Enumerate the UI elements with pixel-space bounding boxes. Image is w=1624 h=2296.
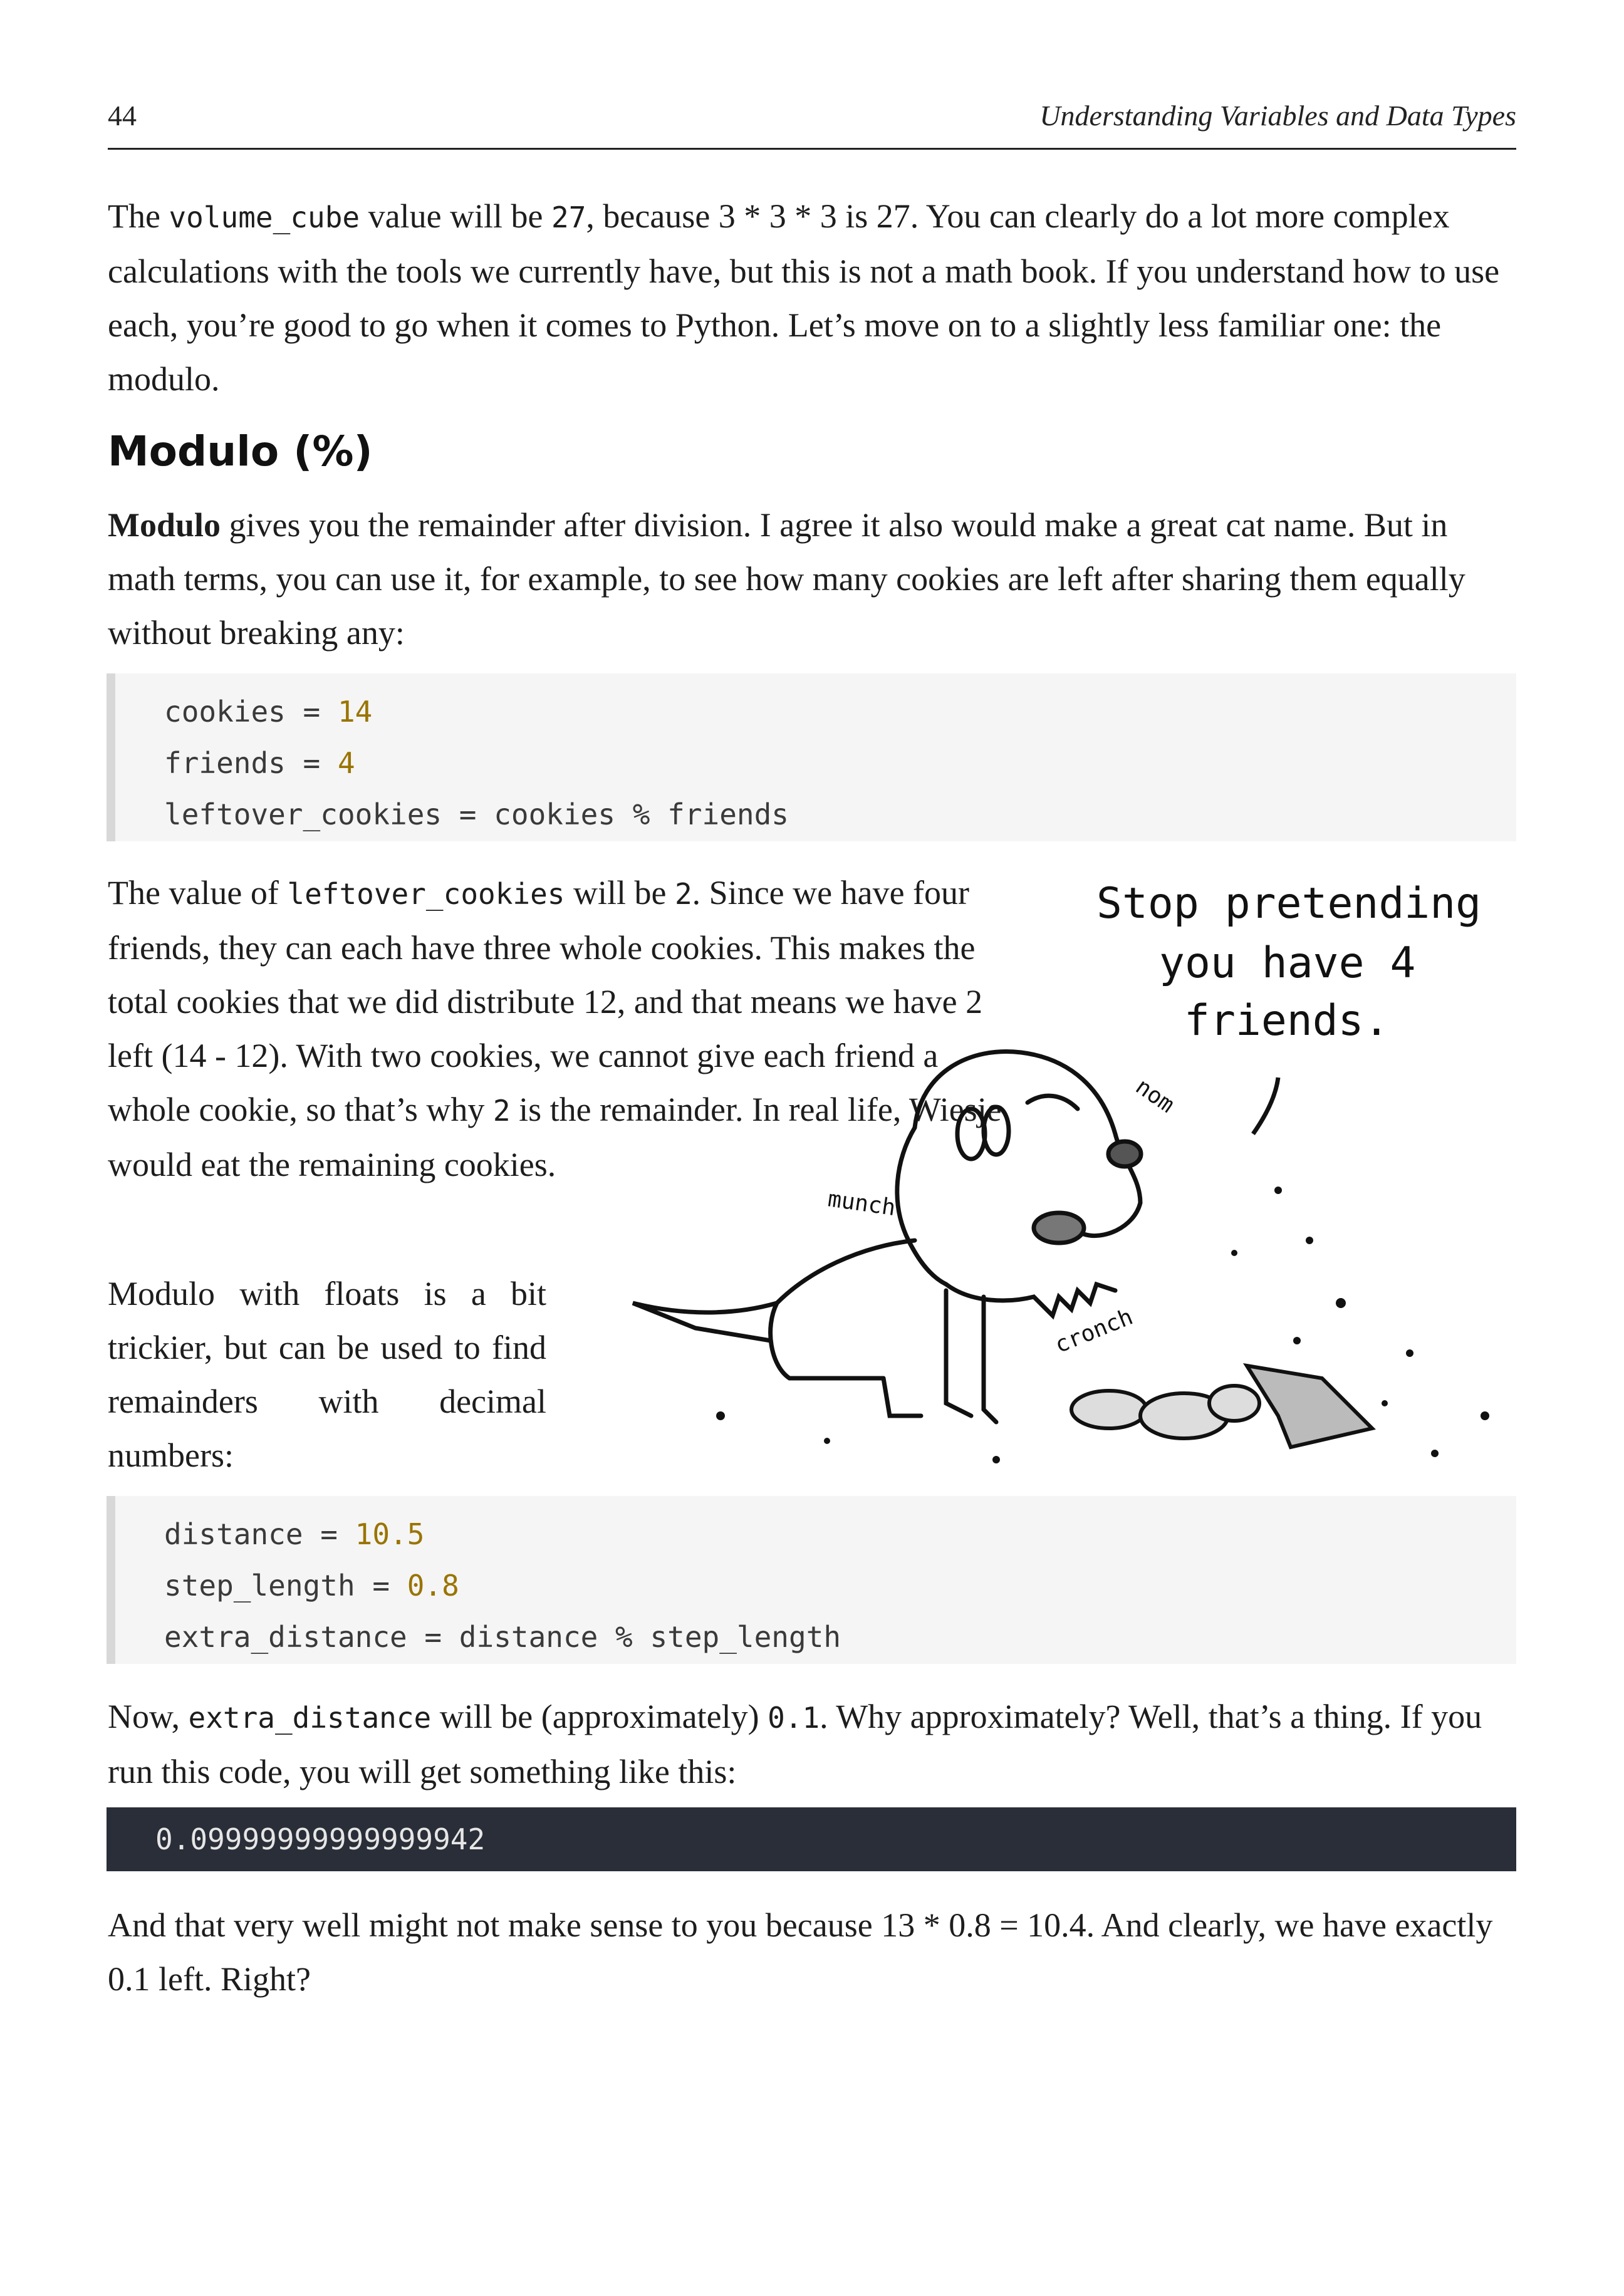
speech-pointer	[1253, 1078, 1278, 1134]
text: . Why approximately? Well, that’s a thing. If you run this code, you will get something like this:	[108, 1698, 1482, 1790]
inline-code: extra_distance	[188, 1701, 432, 1735]
paragraph-closing: And that very well might not make sense to you because 13 * 0.8 = 10.4. And clearly, we have exactly 0.1 left. Right?	[108, 1906, 1493, 1998]
text: , because 3 * 3 * 3 is 27. You can clearly do a lot more complex calculations with the tools we currently have, but this is not a math book. If you understand how to use each, you’re good to go when it comes to Python. Let’s move on to a slightly less familiar one: the modulo.	[108, 197, 1500, 398]
dog-drawing	[633, 1052, 1141, 1423]
speech-line-3: friends.	[1184, 996, 1390, 1046]
text: will be (approximately)	[431, 1698, 768, 1735]
text: will be	[565, 874, 675, 912]
inline-code: 2	[674, 877, 692, 911]
speech-line-2: you have 4	[1159, 938, 1416, 988]
paragraph-extra-distance	[108, 1690, 1516, 1799]
section-heading: Modulo (%)	[108, 427, 373, 475]
page-number: 44	[108, 100, 137, 132]
sfx-munch: munch	[826, 1186, 897, 1221]
speech-line-1: Stop pretending	[1096, 879, 1482, 928]
text: The value of	[108, 874, 288, 912]
code-block-distance	[107, 1496, 1516, 1664]
text: Now,	[108, 1698, 189, 1735]
cookies-and-bag-drawing	[1071, 1366, 1372, 1447]
inline-code: 2	[492, 1094, 511, 1128]
code-line: step_length = 0.8	[164, 1569, 459, 1603]
page-header	[108, 96, 1516, 150]
text: is the remainder. In real life, Wiesje would eat the remaining cookies.	[108, 1091, 1002, 1183]
text: . Since we have four friends, they can each have three whole cookies. This makes the total cookies that we did distribute 12, and that means we have 2 left (14 - 12). With two cookies, we cannot give each friend a whole cookie, so that’s why	[108, 874, 983, 1128]
inline-code: 0.1	[768, 1701, 820, 1735]
bold-term: Modulo	[108, 506, 221, 544]
paragraph-modulo	[108, 498, 1516, 660]
text: The	[108, 197, 169, 235]
sfx-nom: nom	[1130, 1073, 1179, 1118]
paragraph-intro	[108, 189, 1516, 406]
sfx-cronch: cronch	[1051, 1304, 1137, 1359]
paragraph-floats: Modulo with floats is a bit trickier, but can be used to find remainders with decimal numbers:	[108, 1275, 546, 1474]
text: value will be	[360, 197, 552, 235]
dog-eating-cookies-illustration	[620, 865, 1560, 1491]
code-line: friends = 4	[164, 746, 355, 780]
inline-code: 27	[551, 200, 586, 234]
code-block-cookies	[107, 673, 1516, 841]
code-output-block: 0.09999999999999942	[107, 1807, 1516, 1871]
code-line: extra_distance = distance % step_length	[164, 1620, 841, 1654]
text: gives you the remainder after division. I agree it also would make a great cat name. But in math terms, you can use it, for example, to see how many cookies are left after sharing them equally without breaking any:	[108, 506, 1465, 652]
code-line: distance = 10.5	[164, 1517, 425, 1551]
inline-code: volume_cube	[169, 200, 360, 234]
inline-code: leftover_cookies	[287, 877, 565, 911]
running-title: Understanding Variables and Data Types	[1039, 100, 1516, 132]
code-line: leftover_cookies = cookies % friends	[164, 797, 789, 831]
code-line: cookies = 14	[164, 695, 373, 729]
